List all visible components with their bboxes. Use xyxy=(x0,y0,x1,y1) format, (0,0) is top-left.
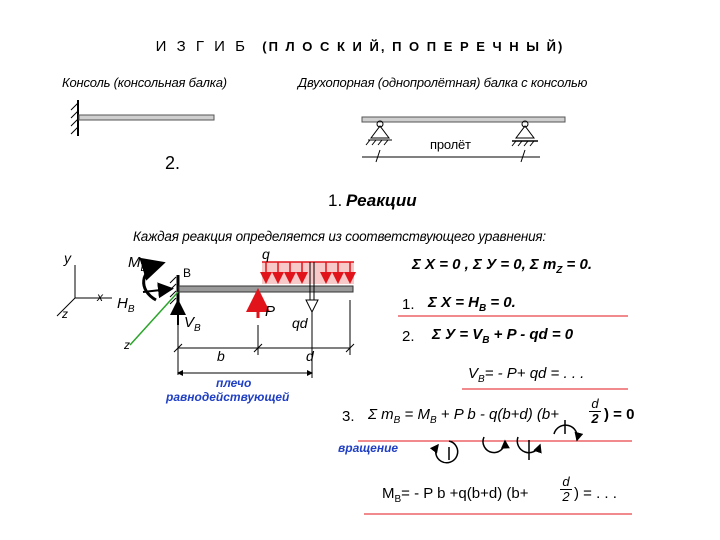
axis-y-label: y xyxy=(64,250,71,266)
eq2: Σ $У = V_B + P$ - qd = 0 xyxy=(432,326,574,346)
force-p-label: P xyxy=(265,303,276,320)
point-b-label: B xyxy=(183,266,192,280)
eq3: Σ $m_B = M_B + P$ b - q(b+d) (b+ xyxy=(368,406,560,426)
each-reaction-text: Каждая реакция определяется из соответствующего уравнения: xyxy=(133,229,546,244)
reaction-vb-label: $V_B$ xyxy=(184,314,201,334)
mb-end: ) = . . . xyxy=(574,485,617,502)
title-sub: (П Л О С К И Й, П О П Е Р Е Ч Н Ы Й) xyxy=(262,39,565,54)
eq3-end: ) = 0 xyxy=(604,406,635,423)
cantilever-sketch xyxy=(71,100,214,136)
mb-result: $M_B= - P$ b +q(b+d) (b+ xyxy=(382,485,529,505)
dim-b-label: b xyxy=(217,348,225,364)
two-support-label: Двухопорная (однопролётная) балка с консолью xyxy=(298,75,588,90)
reaction-hb-label: $H_B$ xyxy=(117,295,135,315)
number-2: 2. xyxy=(165,153,181,173)
axis-x-label: x xyxy=(97,290,103,304)
eq1-number: 1. xyxy=(402,296,415,313)
eq3-number: 3. xyxy=(342,408,355,425)
span-label: пролёт xyxy=(430,137,471,152)
sum-equations: Σ X = 0 , Σ У = 0, Σ $m_Z = 0$. xyxy=(412,256,592,276)
dimensions xyxy=(174,300,354,378)
eq2-number: 2. xyxy=(402,328,415,345)
dim-d-label: d xyxy=(306,348,314,364)
rotation-label: вращение xyxy=(338,441,399,455)
arm-label: плечо xyxy=(216,376,252,390)
reactions-number: 1. xyxy=(328,191,343,210)
moment-mb-label: $M_B$ xyxy=(128,254,148,274)
main-beam xyxy=(179,286,353,292)
vb-result: $V_B= - P+$ qd = . . . xyxy=(468,365,585,385)
eq1: Σ $X = H_B = 0$. xyxy=(428,294,516,314)
mb-fraction: d 2 xyxy=(560,475,572,504)
two-support-sketch xyxy=(362,117,565,162)
title-main: И З Г И Б xyxy=(155,38,248,55)
cantilever-label: Консоль (консольная балка) xyxy=(62,75,227,90)
resultant-qd-label: qd xyxy=(292,315,308,331)
resultant-label: равнодействующей xyxy=(166,390,290,404)
axis-z-label: z xyxy=(62,307,68,321)
load-q-label: q xyxy=(262,246,270,262)
eq3-fraction: d 2 xyxy=(589,397,601,426)
green-z-label: z xyxy=(124,338,130,352)
reactions-heading: Реакции xyxy=(346,191,417,210)
